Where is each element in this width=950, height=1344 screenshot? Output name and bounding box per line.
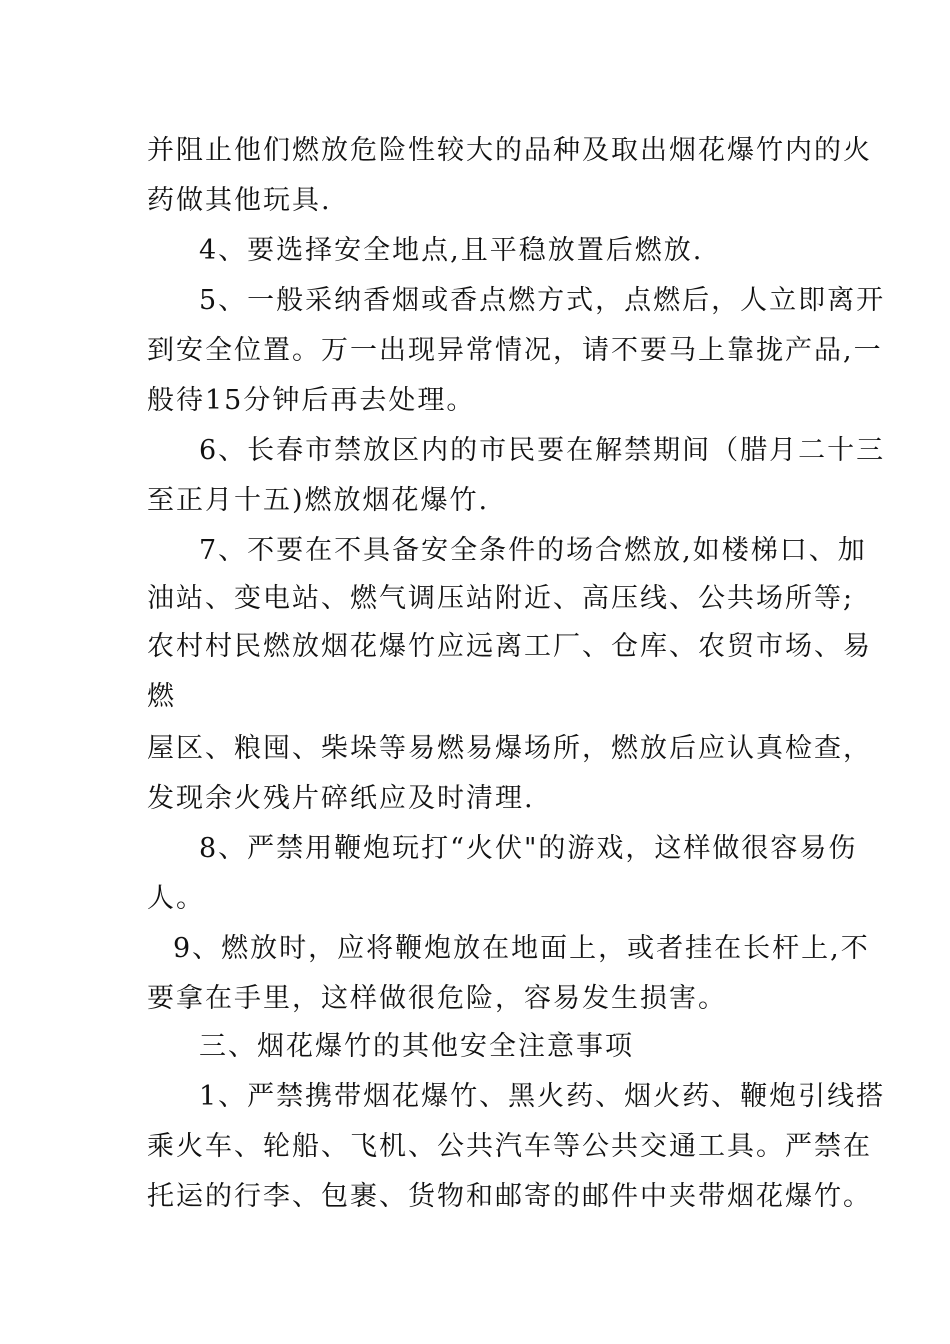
text-line: 9、燃放时，应将鞭炮放在地面上，或者挂在长杆上,不 (173, 933, 870, 964)
text-line: 4、要选择安全地点,且平稳放置后燃放. (199, 235, 704, 266)
text-line: 5、一般采纳香烟或香点燃方式，点燃后，人立即离开 (199, 285, 886, 316)
text-line: 发现余火残片碎纸应及时清理. (147, 783, 535, 814)
text-line: 8、严禁用鞭炮玩打“火伏"的游戏，这样做很容易伤 (199, 833, 858, 864)
text-line: 屋区、粮囤、柴垛等易燃易爆场所，燃放后应认真检查， (147, 733, 872, 764)
text-line: 要拿在手里，这样做很危险，容易发生损害。 (147, 983, 727, 1014)
text-line: 托运的行李、包裹、货物和邮寄的邮件中夹带烟花爆竹。 (147, 1181, 872, 1212)
text-line: 乘火车、轮船、飞机、公共汽车等公共交通工具。严禁在 (147, 1131, 872, 1162)
text-line: 至正月十五)燃放烟花爆竹. (147, 485, 490, 516)
text-line: 到安全位置。万一出现异常情况，请不要马上靠拢产品,一 (147, 335, 883, 366)
text-line: 人。 (147, 883, 205, 914)
text-line: 1、严禁携带烟花爆竹、黑火药、烟火药、鞭炮引线搭 (199, 1081, 886, 1112)
text-line: 油站、变电站、燃气调压站附近、高压线、公共场所等; (147, 583, 855, 614)
section-heading: 三、烟花爆竹的其他安全注意事项 (199, 1031, 634, 1062)
text-line: 药做其他玩具. (147, 185, 332, 216)
text-line: 燃 (147, 681, 176, 712)
text-line: 农村村民燃放烟花爆竹应远离工厂、仓库、农贸市场、易 (147, 631, 872, 662)
text-line: 般待15分钟后再去处理。 (147, 385, 476, 416)
text-line: 7、不要在不具备安全条件的场合燃放,如楼梯口、加 (199, 535, 867, 566)
text-line: 6、长春市禁放区内的市民要在解禁期间（腊月二十三 (199, 435, 886, 466)
text-line: 并阻止他们燃放危险性较大的品种及取出烟花爆竹内的火 (147, 135, 872, 166)
